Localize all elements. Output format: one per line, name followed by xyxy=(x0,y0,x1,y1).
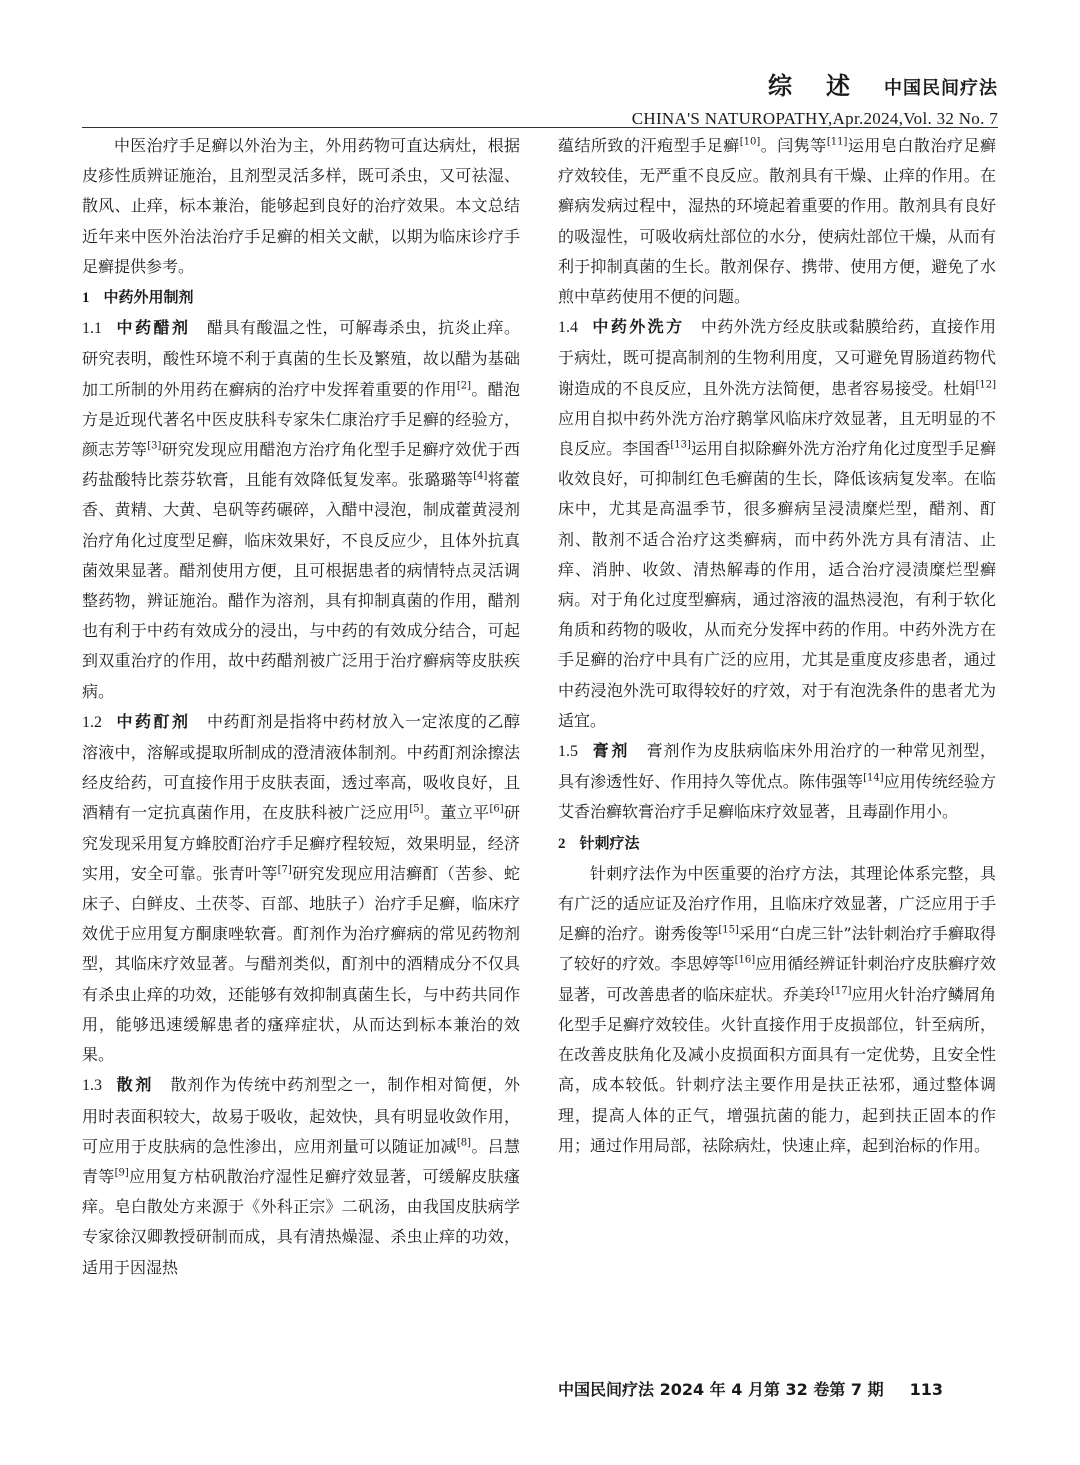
citation-ref: [15] xyxy=(718,924,739,936)
journal-citation-info: CHINA'S NATUROPATHY,Apr.2024,Vol. 32 No. 7 xyxy=(631,109,998,128)
paragraph-1-1: 1.1 中药醋剂 醋具有酸温之性，可解毒杀虫，抗炎止痒。研究表明，酸性环境不利于真菌的生长及繁殖，故以醋为基础加工所制的外用药在癣病的治疗中发挥着重要的作用[2]。醋泡方是近现代著名中医皮肤科专家朱仁康治疗手足癣的经验方，颜志芳等[3]研究发现应用醋泡方治疗角化型手足癣疗效优于西药盐酸特比萘芬软膏，且能有效降低复发率。张璐璐等[4]将藿香、黄精、大黄、皂矾等药碾碎，入醋中浸泡，制成藿黄浸剂治疗角化过度型足癣，临床效果好，不良反应少，且体外抗真菌效果显著。醋剂使用方便，且可根据患者的病情特点灵活调整药物，辨证施治。醋作为溶剂，具有抑制真菌的作用，醋剂也有利于中药有效成分的浸出，与中药的有效成分结合，可起到双重治疗的作用，故中药醋剂被广泛用于治疗癣病等皮肤疾病。 xyxy=(82,318,520,701)
page-number: 113 xyxy=(909,1380,944,1399)
citation-ref: [16] xyxy=(734,955,756,967)
subheading-1-4: 中药外洗方 xyxy=(592,317,685,337)
paragraph-1-2: 1.2 中药酊剂 中药酊剂是指将中药材放入一定浓度的乙醇溶液中，溶解或提取所制成的澄清液体制剂。中药酊剂涂擦法经皮给药，可直接作用于皮肤表面，透过率高，吸收良好，且酒精有一定抗真菌作用，在皮肤科被广泛应用[5]。董立平[6]研究发现采用复方蜂胶酊治疗手足癣疗程较短，效果明显，经济实用，安全可靠。张青叶等[7]研究发现应用洁癣酊（苦参、蛇床子、白鲜皮、土茯苓、百部、地肤子）治疗手足癣，临床疗效优于应用复方酮康唑软膏。酊剂作为治疗癣病的常见药物剂型，其临床疗效显著。与醋剂类似，酊剂中的酒精成分不仅具有杀虫止痒的功效，还能够有效抑制真菌生长，与中药共同作用，能够迅速缓解患者的瘙痒症状，从而达到标本兼治的效果。 xyxy=(82,711,520,1065)
left-column xyxy=(82,131,520,1283)
citation-ref: [6] xyxy=(489,804,504,816)
section-label: 综述 xyxy=(768,72,884,100)
journal-name: 中国民间疗法 xyxy=(884,78,998,99)
header-rule xyxy=(82,127,998,128)
paragraph-1-4: 1.4 中药外洗方 中药外洗方经皮肤或黏膜给药，直接作用于病灶，既可提高制剂的生物利用度，又可避免胃肠道药物代谢造成的不良反应，且外洗方法简便，患者容易接受。杜娟[12]应用自拟中药外洗方治疗鹅掌风临床疗效显著，且无明显的不良反应。李国香[13]运用自拟除癣外洗方治疗角化过度型手足癣收效良好，可抑制红色毛癣菌的生长，降低该病复发率。在临床中，尤其是高温季节，很多癣病呈浸渍糜烂型，醋剂、酊剂、散剂不适合治疗这类癣病，而中药外洗方具有清洁、止痒、消肿、收敛、清热解毒的作用，适合治疗浸渍糜烂型癣病。对于角化过度型癣病，通过溶液的温热浸泡，有利于软化角质和药物的吸收，从而充分发挥中药的作用。中药外洗方在手足癣的治疗中具有广泛的应用，尤其是重度皮疹患者，通过中药浸泡外洗可取得较好的疗效，对于有泡洗条件的患者尤为适宜。 xyxy=(558,317,996,730)
citation-ref: [11] xyxy=(826,136,848,148)
citation-ref: [13] xyxy=(670,439,691,451)
citation-ref: [17] xyxy=(830,985,852,997)
citation-ref: [12] xyxy=(975,379,996,391)
paragraph-1-3: 1.3 散剂 散剂作为传统中药剂型之一，制作相对简便，外用时表面积较大，故易于吸收，起效快，具有明显收敛作用，可应用于皮肤病的急性渗出，应用剂量可以随证加减[8]。吕慧青等[9]应用复方枯矾散治疗湿性足癣疗效显著，可缓解皮肤瘙痒。皂白散处方来源于《外科正宗》二矾汤，由我国皮肤病学专家徐汉卿教授研制而成，具有清热燥湿、杀虫止痒的功效，适用于因湿热 xyxy=(82,1075,520,1277)
intro-paragraph: 中医治疗手足癣以外治为主，外用药物可直达病灶，根据皮疹性质辨证施治，且剂型灵活多样，既可杀虫，又可祛湿、散风、止痒，标本兼治，能够起到良好的治疗效果。本文总结近年来中医外治法治疗手足癣的相关文献，以期为临床诊疗手足癣提供参考。 xyxy=(82,136,520,276)
subheading-1-1: 中药醋剂 xyxy=(116,318,191,338)
citation-ref: [3] xyxy=(147,440,162,452)
header-title-row xyxy=(632,70,998,105)
citation-ref: [2] xyxy=(456,380,472,392)
subheading-1-5: 膏剂 xyxy=(592,741,630,761)
page-footer xyxy=(558,1378,998,1402)
running-header xyxy=(632,70,998,130)
paragraph-1-5: 1.5 膏剂 膏剂作为皮肤病临床外用治疗的一种常见剂型，具有渗透性好、作用持久等优点。陈伟强等[14]应用传统经验方艾香治癣软膏治疗手足癣临床疗效显著，且毒副作用小。 xyxy=(558,741,996,822)
subheading-1-2: 中药酊剂 xyxy=(116,711,191,731)
citation-ref: [9] xyxy=(114,1167,129,1179)
section-heading-1: 1 中药外用制剂 xyxy=(82,288,194,307)
paragraph-1-3-continued: 蕴结所致的汗疱型手足癣[10]。闫隽等[11]运用皂白散治疗足癣疗效较佳，无严重不良反应。散剂具有干燥、止痒的作用。在癣病发病过程中，湿热的环境起着重要的作用。散剂具有良好的吸湿性，可吸收病灶部位的水分，使病灶部位干燥，从而有利于抑制真菌的生长。散剂保存、携带、使用方便，避免了水煎中草药使用不便的问题。 xyxy=(558,136,996,307)
right-column xyxy=(558,131,996,1161)
citation-ref: [5] xyxy=(409,804,424,816)
subheading-1-3: 散剂 xyxy=(116,1075,154,1095)
citation-ref: [7] xyxy=(277,864,292,876)
paragraph-2: 针刺疗法作为中医重要的治疗方法，其理论体系完整，具有广泛的适应证及治疗作用，且临床疗效显著，广泛应用于手足癣的治疗。谢秀俊等[15]采用“白虎三针”法针刺治疗手癣取得了较好的疗效。李思婷等[16]应用循经辨证针刺治疗皮肤癣疗效显著，可改善患者的临床症状。乔美玲[17]应用火针治疗鳞屑角化型手足癣疗效较佳。火针直接作用于皮损部位，针至病所，在改善皮肤角化及减小皮损面积方面具有一定优势，且安全性高，成本较低。针刺疗法主要作用是扶正祛邪，通过整体调理，提高人体的正气，增强抗菌的能力，起到扶正固本的作用；通过作用局部，祛除病灶，快速止痒，起到治标的作用。 xyxy=(558,863,996,1155)
citation-ref: [10] xyxy=(739,136,761,148)
citation-ref: [14] xyxy=(863,772,884,784)
footer-journal-issue: 中国民间疗法 2024 年 4 月第 32 卷第 7 期 xyxy=(558,1380,884,1399)
citation-ref: [4] xyxy=(473,470,488,482)
citation-ref: [8] xyxy=(456,1137,472,1149)
section-heading-2: 2 针刺疗法 xyxy=(558,833,640,852)
